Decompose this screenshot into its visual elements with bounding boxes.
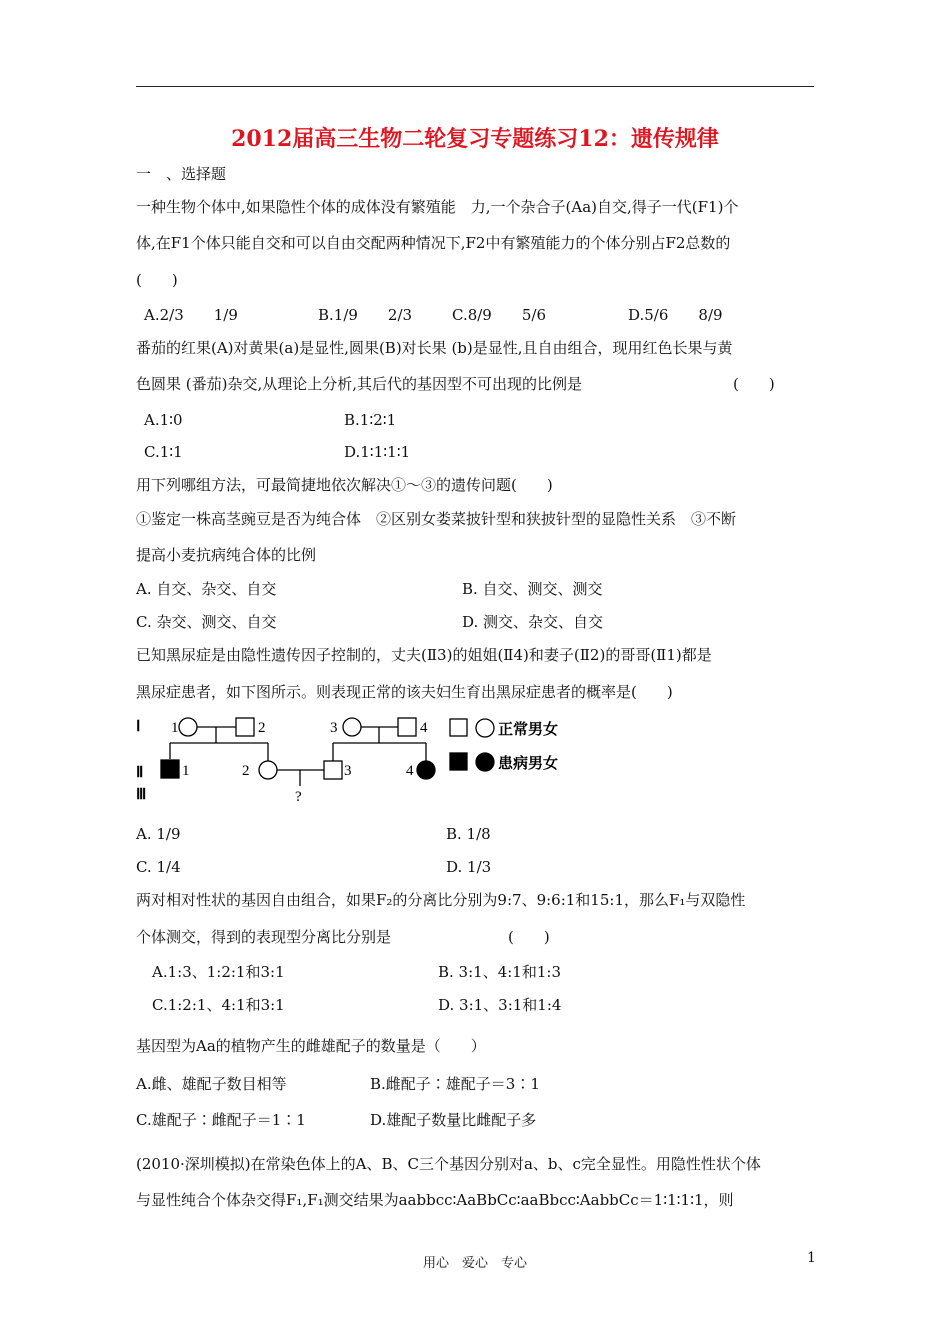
section-heading: 一 、选择题	[136, 165, 227, 183]
I1-female-symbol	[179, 718, 197, 736]
I4-label: 4	[420, 720, 428, 736]
II3-label: 3	[344, 763, 352, 779]
II2-female-symbol	[259, 761, 277, 779]
II1-label: 1	[182, 763, 190, 779]
I2-label: 2	[258, 720, 266, 736]
gen-II-label: Ⅱ	[136, 765, 144, 781]
II1-affected-male-symbol	[161, 760, 179, 778]
q5-option-b: B. 3:1、4:1和1:3	[438, 963, 561, 981]
I3-female-symbol	[343, 718, 361, 736]
II4-label: 4	[406, 763, 414, 779]
q4-option-c: C. 1/4	[136, 858, 181, 876]
q1-line1: 一种生物个体中,如果隐性个体的成体没有繁殖能 力,一个杂合子(Aa)自交,得子一代(F1)个	[136, 198, 739, 216]
q3-line2: ①鉴定一株高茎豌豆是否为纯合体 ②区别女娄菜披针型和狭披针型的显隐性关系 ③不断	[136, 510, 737, 528]
q4-line2: 黑尿症患者，如下图所示。则表现正常的该夫妇生育出黑尿症患者的概率是( )	[136, 683, 673, 701]
I1-label: 1	[171, 720, 179, 736]
I3-label: 3	[330, 720, 338, 736]
q1-line3: ( )	[136, 271, 178, 289]
q3-line3: 提高小麦抗病纯合体的比例	[136, 546, 317, 564]
q2-option-b: B.1∶2∶1	[344, 411, 397, 429]
page-footer: 用心 爱心 专心	[422, 1256, 527, 1271]
I4-male-symbol	[398, 718, 416, 736]
q3-line1: 用下列哪组方法，可最简捷地依次解决①～③的遗传问题( )	[136, 476, 553, 494]
legend-affected-female-icon	[476, 753, 494, 771]
q7-line2: 与显性纯合个体杂交得F₁,F₁测交结果为aabbcc∶AaBbCc∶aaBbcc∶AabbCc＝1∶1∶1∶1，则	[136, 1191, 734, 1209]
q1-option-a: A.2/3 1/9	[144, 306, 238, 324]
q2-line2: 色圆果 (番茄)杂交,从理论上分析,其后代的基因型不可出现的比例是	[136, 375, 583, 393]
page-title: 2012届高三生物二轮复习专题练习12：遗传规律	[231, 126, 719, 152]
II3-male-symbol	[324, 761, 342, 779]
q1-line2: 体,在F1个体只能自交和可以自由交配两种情况下,F2中有繁殖能力的个体分别占F2总数的	[136, 234, 731, 252]
q5-option-a: A.1:3、1:2:1和3:1	[152, 963, 285, 981]
legend-affected-male-icon	[450, 753, 467, 770]
II2-label: 2	[242, 763, 250, 779]
q1-option-b: B.1/9 2/3	[318, 306, 413, 324]
q3-option-a: A. 自交、杂交、自交	[136, 580, 277, 598]
legend-affected-label: 患病男女	[498, 756, 559, 772]
gen-I-label: Ⅰ	[136, 719, 141, 735]
q6-line1: 基因型为Aa的植物产生的雌雄配子的数量是（ ）	[136, 1037, 486, 1055]
legend-normal-female-icon	[476, 719, 494, 737]
q2-option-d: D.1∶1∶1∶1	[344, 443, 411, 461]
q6-option-d: D.雄配子数量比雌配子多	[370, 1111, 537, 1129]
I2-male-symbol	[236, 718, 254, 736]
q2-option-a: A.1∶0	[144, 411, 183, 429]
q3-option-d: D. 测交、杂交、自交	[462, 613, 604, 631]
gen-III-label: Ⅲ	[136, 787, 147, 803]
q5-line2: 个体测交，得到的表现型分离比分别是	[136, 928, 392, 946]
q5-line1: 两对相对性状的基因自由组合，如果F₂的分离比分别为9:7、9:6:1和15:1，那么F₁与双隐性	[136, 891, 746, 909]
q3-option-b: B. 自交、测交、测交	[462, 580, 603, 598]
pedigree-diagram	[130, 708, 570, 808]
II4-affected-female-symbol	[417, 761, 435, 779]
q5-option-d: D. 3:1、3:1和1:4	[438, 996, 562, 1014]
q6-option-b: B.雌配子∶雄配子＝3∶1	[370, 1075, 540, 1093]
III-unknown-label: ?	[295, 789, 302, 805]
legend-normal-male-icon	[450, 719, 467, 736]
q6-option-c: C.雄配子∶雌配子＝1∶1	[136, 1111, 306, 1129]
header-rule	[136, 86, 814, 87]
q6-option-a: A.雌、雄配子数目相等	[136, 1075, 287, 1093]
q2-paren: ( )	[733, 375, 775, 393]
q5-option-c: C.1:2:1、4:1和3:1	[152, 996, 285, 1014]
q5-paren: ( )	[508, 928, 550, 946]
q4-line1: 已知黑尿症是由隐性遗传因子控制的，丈夫(Ⅱ3)的姐姐(Ⅱ4)和妻子(Ⅱ2)的哥哥(Ⅱ1)都是	[136, 646, 712, 664]
page-number: 1	[807, 1250, 816, 1266]
q4-option-d: D. 1/3	[446, 858, 492, 876]
q7-line1: (2010·深圳模拟)在常染色体上的A、B、C三个基因分别对a、b、c完全显性。用隐性性状个体	[136, 1155, 761, 1173]
q4-option-a: A. 1/9	[136, 825, 181, 843]
q1-option-d: D.5/6 8/9	[628, 306, 723, 324]
q4-option-b: B. 1/8	[446, 825, 491, 843]
q3-option-c: C. 杂交、测交、自交	[136, 613, 277, 631]
q1-option-c: C.8/9 5/6	[452, 306, 546, 324]
q2-option-c: C.1∶1	[144, 443, 183, 461]
q2-line1: 番茄的红果(A)对黄果(a)是显性,圆果(B)对长果 (b)是显性,且自由组合，现用红色长果与黄	[136, 339, 733, 357]
legend-normal-label: 正常男女	[498, 722, 559, 738]
